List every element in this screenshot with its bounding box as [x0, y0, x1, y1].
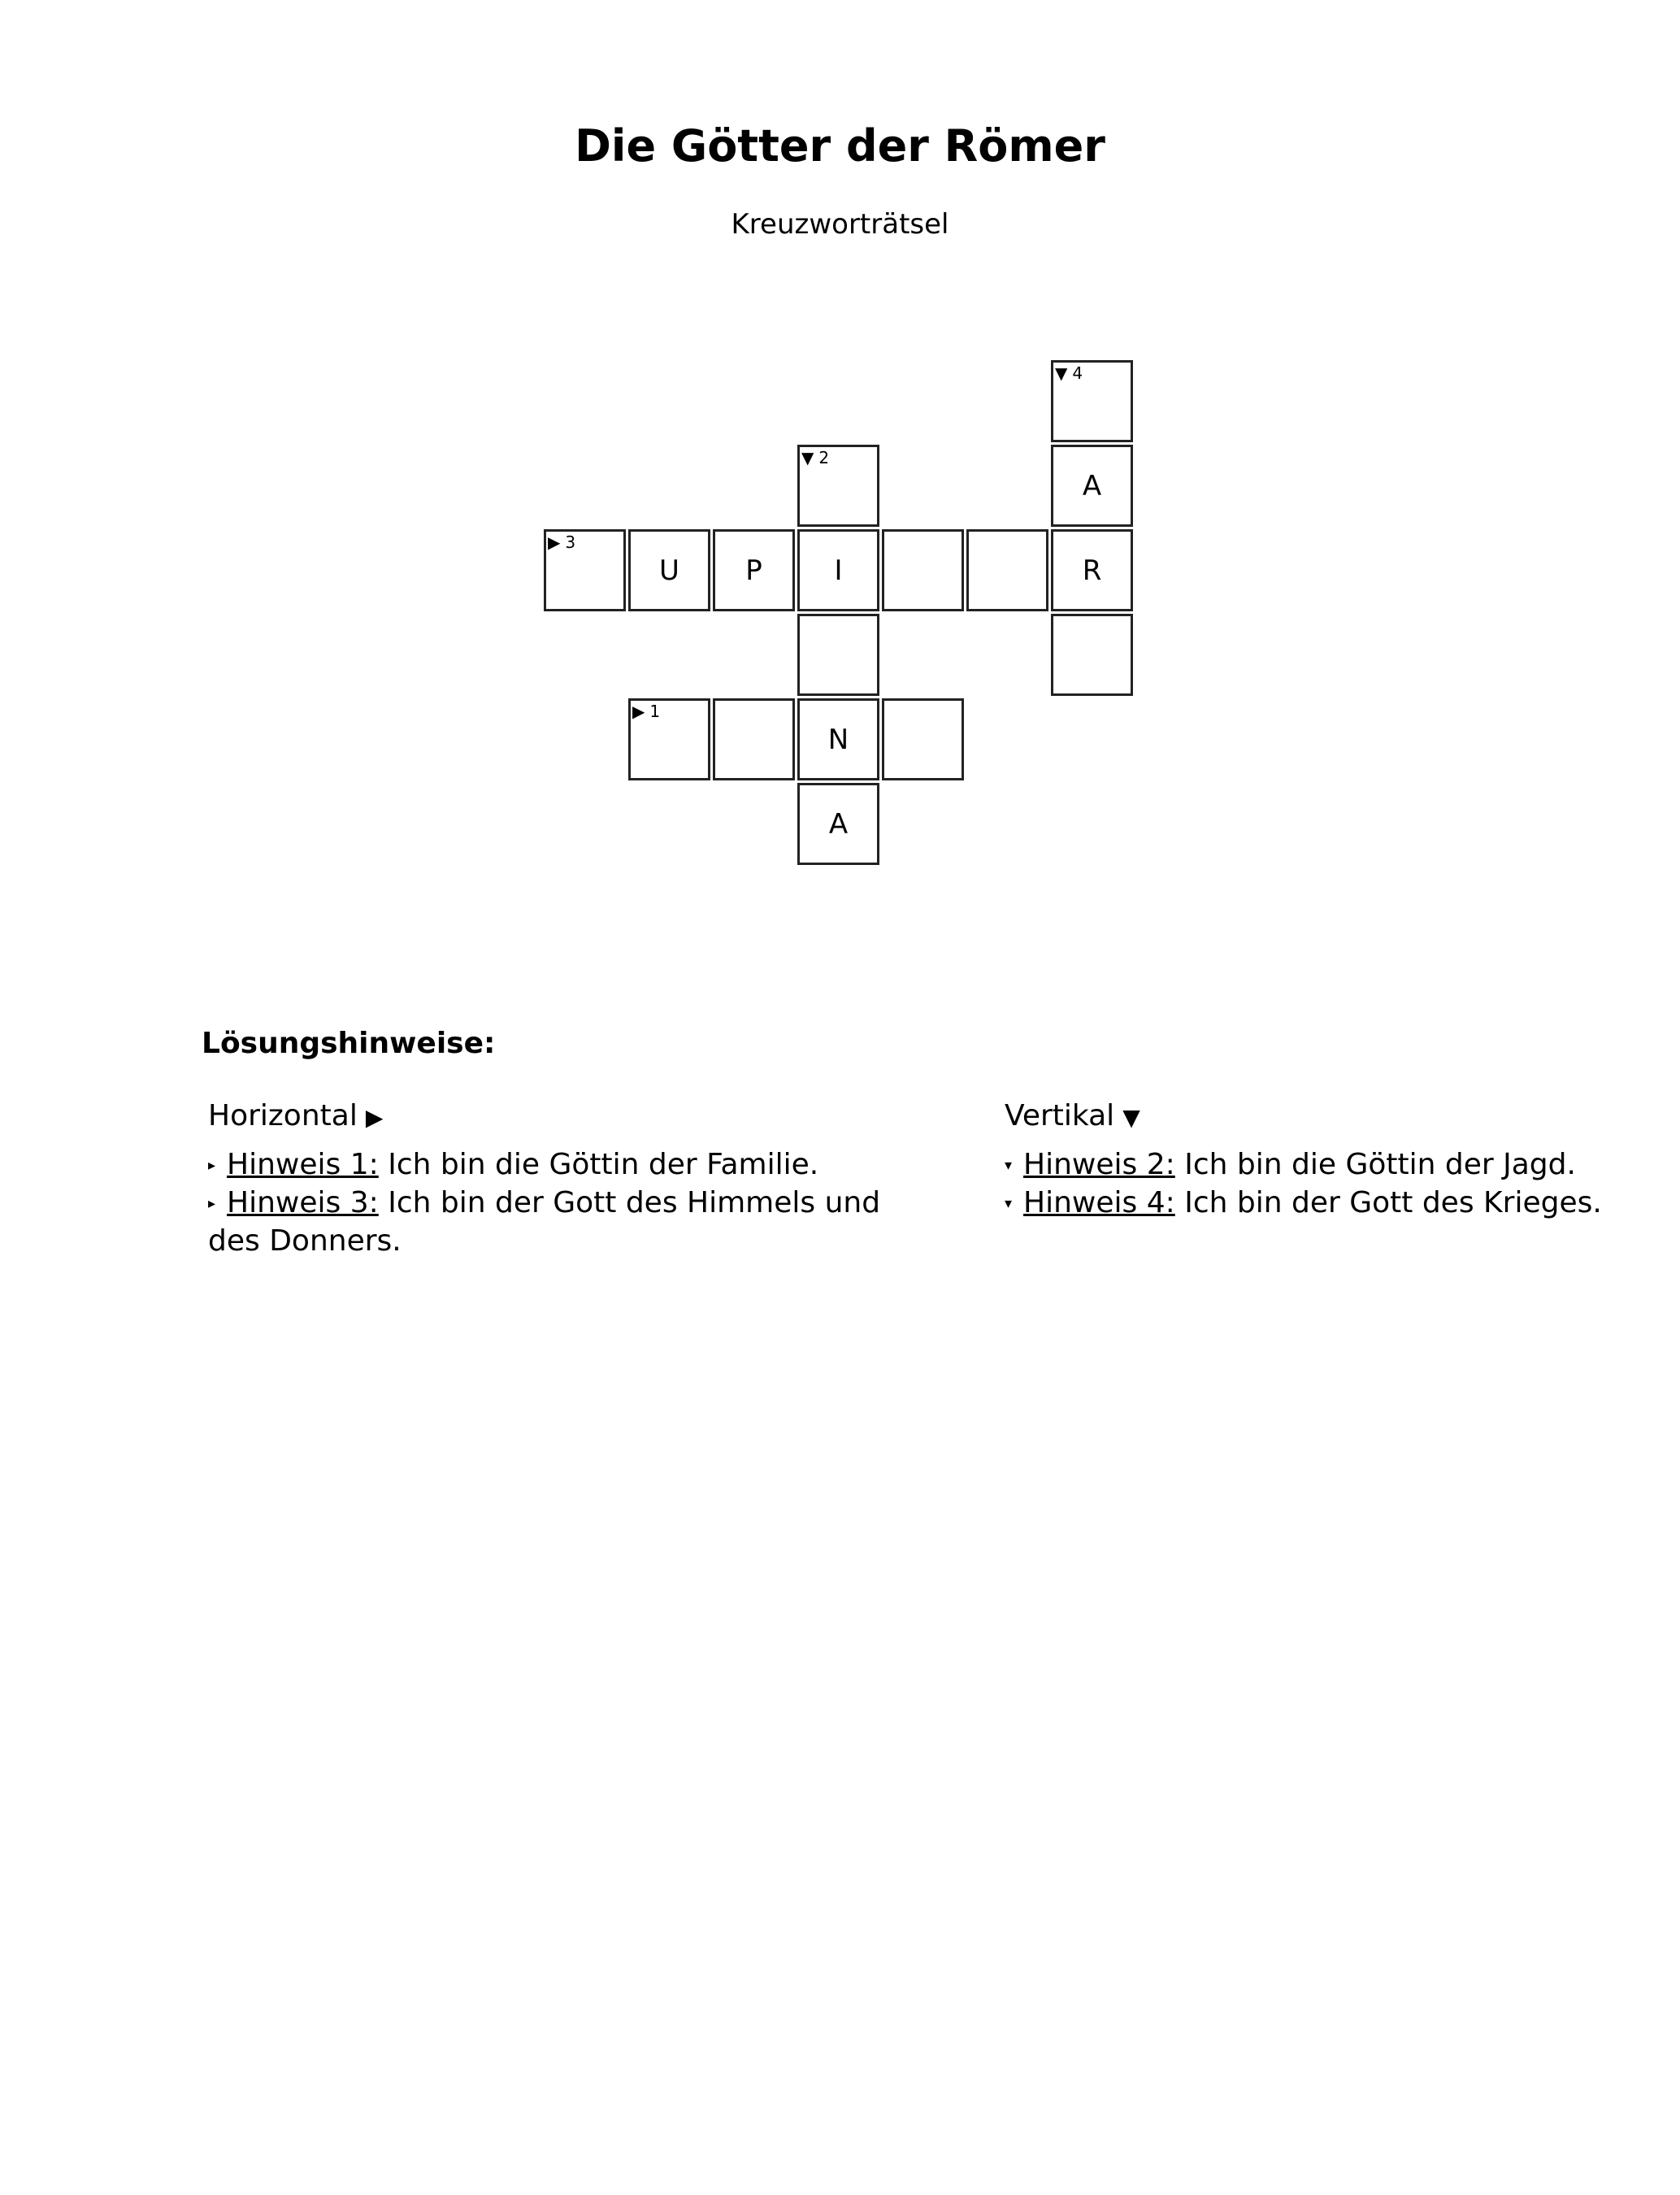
cell-letter: [884, 532, 962, 609]
crossword-cell[interactable]: [882, 529, 964, 611]
crossword-cell[interactable]: [1051, 445, 1133, 527]
crossword-cell[interactable]: [544, 529, 626, 611]
cell-letter: A: [1082, 469, 1102, 502]
hint-text: Ich bin die Göttin der Jagd.: [1174, 1148, 1576, 1181]
cell-letter: [546, 532, 623, 609]
hint-text: Ich bin die Göttin der Familie.: [378, 1148, 819, 1181]
right-arrow-icon: ▶: [632, 702, 645, 721]
cell-letter: R: [1082, 554, 1102, 587]
crossword-cell[interactable]: [797, 529, 879, 611]
cell-letter: [1053, 616, 1131, 693]
crossword-cell[interactable]: [797, 783, 879, 865]
cell-letter: [1053, 363, 1131, 440]
right-arrow-icon: ▶: [548, 532, 561, 552]
cell-letter: [715, 701, 792, 778]
clue-number-value: 3: [565, 532, 576, 552]
vertical-title: [1005, 1098, 1639, 1137]
crossword-cell[interactable]: [1051, 529, 1133, 611]
cell-letter: [969, 532, 1046, 609]
hint-text: Ich bin der Gott des Krieges.: [1174, 1186, 1602, 1219]
cell-letter: P: [745, 554, 762, 587]
horizontal-clues: [208, 1098, 940, 1260]
vertical-clues: [1005, 1098, 1639, 1223]
hint-item-4: [1005, 1184, 1639, 1223]
cell-letter: N: [827, 723, 849, 756]
crossword-cell[interactable]: [1051, 360, 1133, 442]
hint-text: Ich bin der Gott des Himmels und des Donners.: [208, 1186, 881, 1258]
down-arrow-icon: ▼: [1055, 363, 1068, 383]
down-arrow-icon: ▾: [1005, 1195, 1013, 1212]
hint-label: Hinweis 4:: [1023, 1186, 1175, 1219]
cell-letter: [631, 701, 708, 778]
crossword-grid: [0, 0, 1680, 894]
page-subtitle: Kreuzworträtsel: [731, 208, 949, 241]
hint-item-3: [208, 1184, 940, 1260]
crossword-cell[interactable]: [713, 698, 795, 780]
crossword-cell[interactable]: [797, 445, 879, 527]
crossword-cell[interactable]: [797, 614, 879, 696]
cell-letter: U: [659, 554, 679, 587]
clue-number-value: 4: [1072, 363, 1083, 383]
horizontal-title-label: Horizontal: [208, 1099, 358, 1132]
right-arrow-icon: ▶: [365, 1104, 384, 1131]
hint-label: Hinweis 1:: [227, 1148, 379, 1181]
cell-letter: [884, 701, 962, 778]
crossword-cell[interactable]: [797, 698, 879, 780]
crossword-cell[interactable]: [966, 529, 1048, 611]
right-arrow-icon: ▸: [208, 1195, 216, 1212]
vertical-title-label: Vertikal: [1005, 1099, 1115, 1132]
crossword-cell[interactable]: [713, 529, 795, 611]
down-arrow-icon: ▼: [1122, 1104, 1140, 1131]
crossword-cell[interactable]: [1051, 614, 1133, 696]
cell-letter: I: [834, 554, 843, 587]
crossword-cell[interactable]: [628, 698, 710, 780]
hint-label: Hinweis 2:: [1023, 1148, 1175, 1181]
clue-number-value: 1: [649, 702, 661, 721]
solutions-heading: Lösungshinweise:: [202, 1027, 496, 1060]
hint-label: Hinweis 3:: [227, 1186, 379, 1219]
hint-item-1: [208, 1146, 940, 1184]
horizontal-title: [208, 1098, 940, 1137]
down-arrow-icon: ▼: [801, 448, 814, 467]
cell-letter: A: [828, 807, 849, 841]
down-arrow-icon: ▾: [1005, 1157, 1013, 1174]
cell-letter: [800, 616, 877, 693]
clue-number-value: 2: [818, 448, 830, 467]
crossword-cell[interactable]: [882, 698, 964, 780]
cell-letter: [800, 447, 877, 524]
right-arrow-icon: ▸: [208, 1157, 216, 1174]
crossword-cell[interactable]: [628, 529, 710, 611]
page-title: Die Götter der Römer: [575, 120, 1105, 172]
hint-item-2: [1005, 1146, 1639, 1184]
